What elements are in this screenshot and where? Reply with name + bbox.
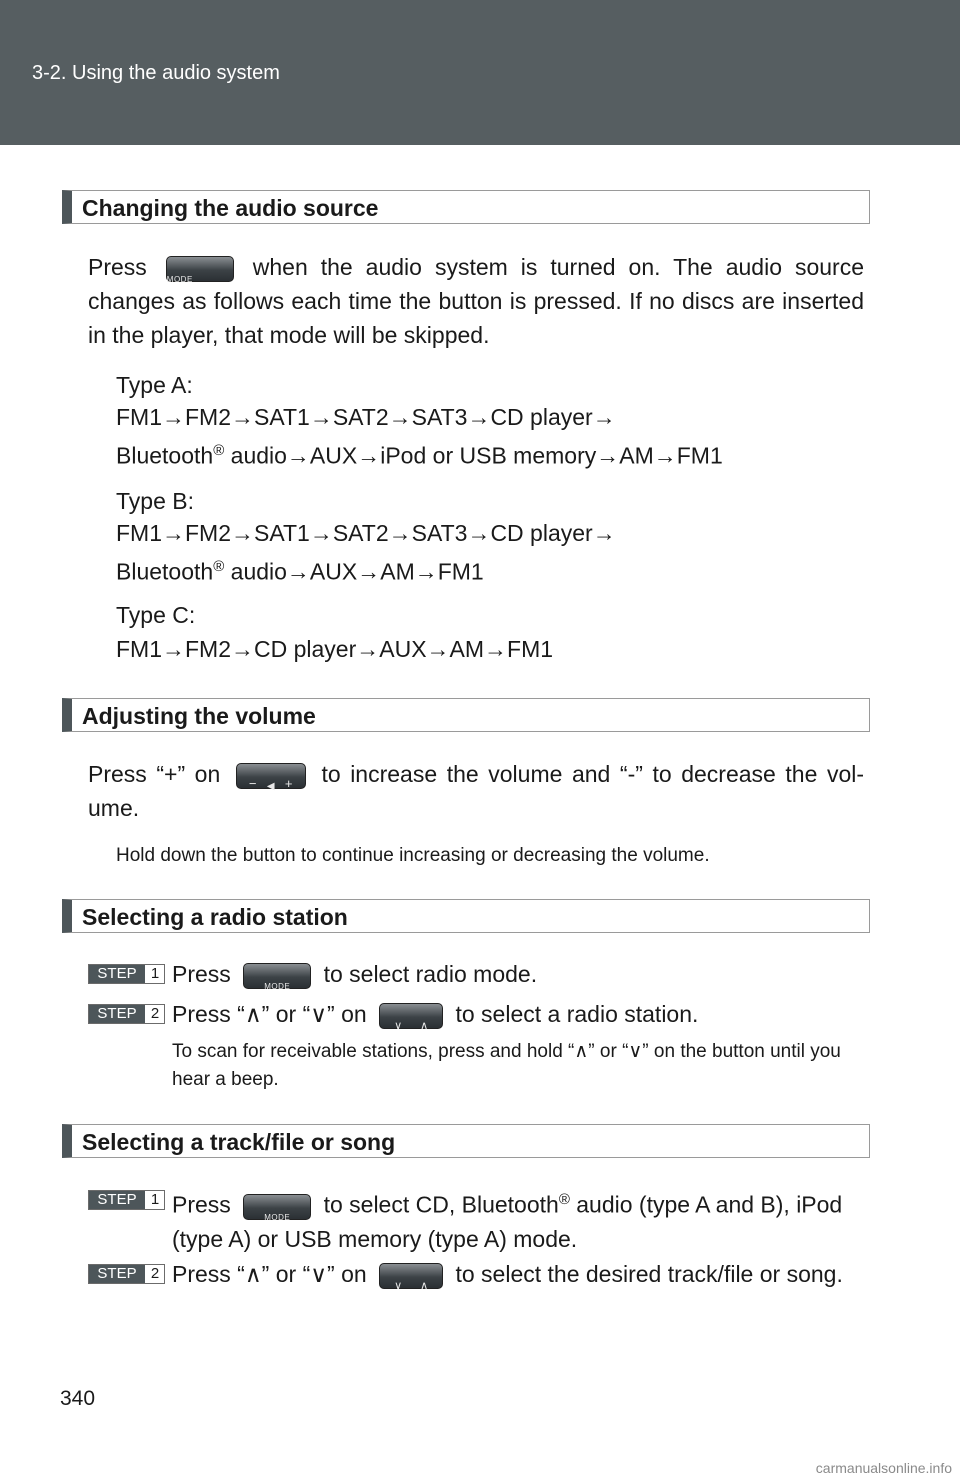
- seek-button-image: [379, 1263, 443, 1292]
- section-heading-track: [62, 1124, 870, 1158]
- step-label: STEP: [89, 1191, 145, 1209]
- type-a-label: Type A:: [116, 372, 193, 398]
- track-step-1: [172, 1183, 866, 1256]
- radio-step-1: [172, 957, 537, 991]
- text: Press: [172, 961, 231, 987]
- volume-icon: ◀: [266, 780, 275, 792]
- volume-note: Hold down the button to continue increasing or decreasing the volume.: [116, 845, 710, 866]
- step-number: 2: [150, 1265, 160, 1282]
- step-badge-2: [88, 1264, 165, 1284]
- mode-label: MODE: [166, 274, 193, 284]
- track-step-2: [172, 1257, 843, 1291]
- text: audio→AUX→iPod or USB memory→AM→FM1: [224, 442, 723, 469]
- text: to select the desired track/file or song.: [455, 1261, 843, 1287]
- minus-icon: −: [248, 775, 257, 791]
- text: audio (type A and B), iPod (type A) or USB memory (type A) mode.: [172, 1191, 843, 1252]
- volume-button-image: [236, 763, 306, 792]
- step-label: STEP: [89, 1005, 145, 1023]
- text: Press: [88, 254, 147, 280]
- text: to select CD, Bluetooth: [323, 1191, 559, 1218]
- step-number: 1: [150, 1191, 160, 1208]
- page-number: 340: [60, 1387, 96, 1410]
- chevron-up-icon: ∧: [420, 1279, 429, 1292]
- type-c-line1: FM1→FM2→CD player→AUX→AM→FM1: [116, 636, 554, 662]
- plus-icon: +: [284, 775, 293, 791]
- text: Bluetooth: [116, 442, 214, 469]
- text: to select a radio station.: [455, 1001, 699, 1027]
- step-badge-1: [88, 964, 165, 984]
- section-heading-volume: [62, 698, 870, 732]
- type-a-line2: [116, 434, 723, 473]
- type-b-label: Type B:: [116, 488, 194, 514]
- text: to increase the volume and “-” to decrease the vol-ume.: [88, 761, 865, 821]
- footer-watermark: carmanualsonline.info: [815, 1460, 952, 1476]
- section-title: Adjusting the volume: [82, 703, 316, 729]
- type-a-line1: FM1→FM2→SAT1→SAT2→SAT3→CD player→: [116, 404, 616, 430]
- registered-mark: ®: [213, 442, 225, 459]
- source-paragraph: [88, 250, 864, 352]
- mode-label: MODE: [264, 1212, 291, 1222]
- radio-note: To scan for receivable stations, press and hold “∧” or “∨” on the button until you hear a beep.: [172, 1041, 841, 1090]
- page-header: [0, 0, 960, 145]
- type-c-label: Type C:: [116, 602, 196, 628]
- section-title: Selecting a radio station: [82, 904, 348, 930]
- step-badge-1: [88, 1190, 165, 1210]
- seek-button-image: [379, 1003, 443, 1032]
- registered-mark: ®: [558, 1191, 570, 1208]
- mode-button-image: [166, 256, 234, 282]
- section-title: Changing the audio source: [82, 195, 379, 221]
- volume-paragraph: [88, 757, 864, 825]
- section-heading-audio-source: [62, 190, 870, 224]
- text: when the audio system is turned on. The audio source changes as follows each time the button is pressed. If no discs are inserted in the player, that mode will be skipped.: [88, 254, 864, 348]
- section-heading-radio: [62, 899, 870, 933]
- chevron-down-icon: ∨: [394, 1019, 403, 1032]
- section-title: Selecting a track/file or song: [82, 1129, 396, 1155]
- text: Press “∧” or “∨” on: [172, 1261, 367, 1287]
- chevron-up-icon: ∧: [420, 1019, 429, 1032]
- radio-step-2: [172, 997, 698, 1031]
- step-label: STEP: [89, 1265, 145, 1283]
- mode-button-image: [243, 1194, 311, 1220]
- step-number: 2: [150, 1005, 160, 1022]
- chevron-down-icon: ∨: [394, 1279, 403, 1292]
- step-number: 1: [150, 965, 160, 982]
- text: Bluetooth: [116, 558, 214, 585]
- type-b-line1: FM1→FM2→SAT1→SAT2→SAT3→CD player→: [116, 520, 616, 546]
- mode-label: MODE: [264, 981, 291, 991]
- text: audio→AUX→AM→FM1: [224, 558, 484, 585]
- registered-mark: ®: [213, 558, 225, 575]
- text: Press “∧” or “∨” on: [172, 1001, 367, 1027]
- text: Press: [172, 1191, 231, 1218]
- step-label: STEP: [89, 965, 145, 983]
- step-badge-2: [88, 1004, 165, 1024]
- type-b-line2: [116, 550, 484, 589]
- header-title: 3-2. Using the audio system: [32, 62, 280, 84]
- text: Press “+” on: [88, 761, 221, 787]
- mode-button-image: [243, 963, 311, 989]
- text: to select radio mode.: [323, 961, 538, 987]
